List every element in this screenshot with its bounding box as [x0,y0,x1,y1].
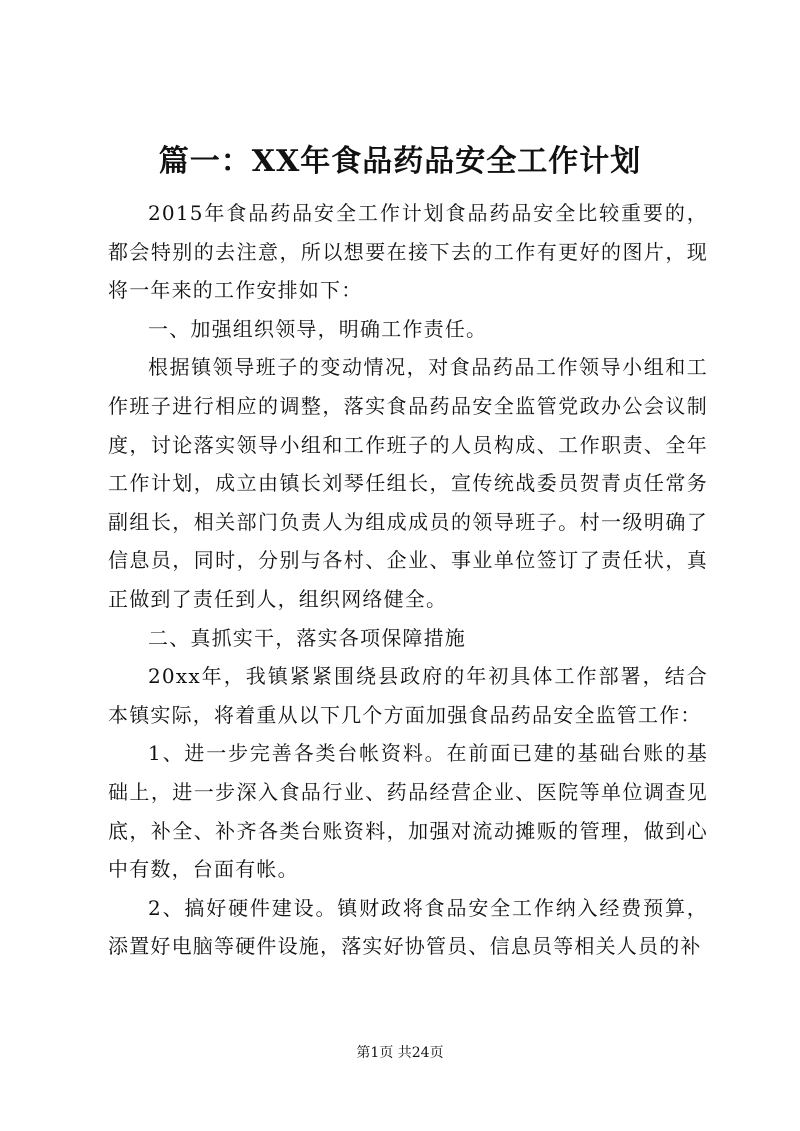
page-number: 第1页 共24页 [356,1045,444,1061]
heading-section-1: 一、加强组织领导，明确工作责任。 [148,316,488,341]
paragraph-section-2-intro: 20xx年，我镇紧紧围绕县政府的年初具体工作部署，结合本镇实际，将着重从以下几个方面加强食品药品安全监管工作： [108,664,708,727]
paragraph-item-1: 1、进一步完善各类台帐资料。在前面已建的基础台账的基础上，进一步深入食品行业、药品经营企业、医院等单位调查见底，补全、补齐各类台账资料，加强对流动摊贩的管理，做到心中有数，台面有帐。 [108,741,708,882]
document-title: 篇一：XX年食品药品安全工作计划 [158,144,642,179]
paragraph-intro: 2015年食品药品安全工作计划食品药品安全比较重要的，都会特别的去注意，所以想要在接下去的工作有更好的图片，现将一年来的工作安排如下： [108,201,708,303]
heading-section-2: 二、真抓实干，落实各项保障措施 [148,625,466,650]
paragraph-item-2: 2、搞好硬件建设。镇财政将食品安全工作纳入经费预算，添置好电脑等硬件设施，落实好协管员、信息员等相关人员的补 [108,895,708,959]
document-body [108,194,708,966]
paragraph-section-1: 根据镇领导班子的变动情况，对食品药品工作领导小组和工作班子进行相应的调整，落实食品药品安全监管党政办公会议制度，讨论落实领导小组和工作班子的人员构成、工作职责、全年工作计划，成立由镇长刘琴任组长，宣传统战委员贺青贞任常务副组长，相关部门负责人为组成成员的领导班子。村一级明确了信息员，同时，分别与各村、企业、事业单位签订了责任状，真正做到了责任到人，组织网络健全。 [108,355,708,611]
